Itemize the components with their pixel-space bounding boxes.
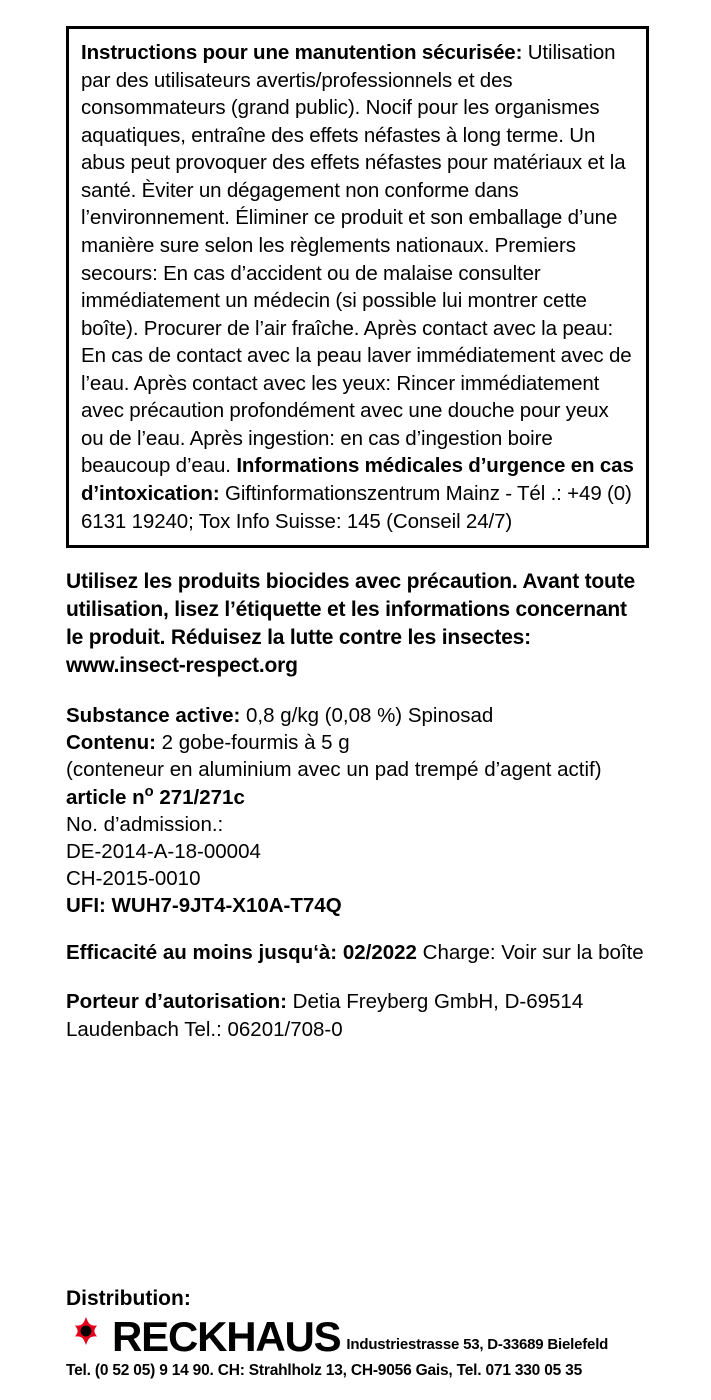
safety-heading-2: Informations médicales d’urgence en cas d’intoxication: bbox=[81, 454, 634, 505]
authorization-company: Detia Freyberg GmbH, bbox=[292, 990, 499, 1014]
batch-row: Charge: Voir sur la boîte bbox=[422, 941, 644, 965]
safety-instructions-box bbox=[66, 26, 649, 548]
brand-name: RECKHAUS bbox=[112, 1313, 341, 1361]
distribution-brand-row bbox=[66, 1313, 657, 1361]
biocide-notice: Utilisez les produits biocides avec précaution. Avant toute utilisation, lisez l’étiquette et les informations concernant le produit. Réduisez la lutte contre les insectes: www.insect-respect.org bbox=[66, 570, 635, 677]
safety-body-1: Utilisation par des utilisateurs avertis/professionnels et des consommateurs (grand public). Nocif pour les organismes aquatiques, entraîne des effets néfastes à long terme. Un abus peut provoquer des effets néfastes pour matériaux et la santé. Èviter un dégagement non conforme dans l’environnement. Éliminer ce produit et son emballage d’une manière sure selon les règlements nationaux. Premiers secours: En cas d’accident ou de malaise consulter immédiatement un médecin (si possible lui montrer cette boîte). Procurer de l’air fraîche. Après contact avec la peau: En cas de contact avec la peau laver immédiatement avec de l’eau. Après contact avec les yeux: Rincer immédiatement avec précaution profondément avec une douche pour yeux ou de l’eau. Après ingestion: en cas d’ingestion boire beaucoup d’eau. bbox=[81, 41, 632, 478]
authorization-phone: Tel.: 06201/708-0 bbox=[184, 1017, 343, 1041]
efficacy-label: Efficacité au moins jusqu‘à: bbox=[66, 941, 338, 965]
active-substance-value: 0,8 g/kg (0,08 %) Spinosad bbox=[240, 703, 494, 727]
efficacy-row bbox=[66, 941, 417, 964]
content-value: 2 gobe-fourmis à 5 g bbox=[155, 730, 350, 754]
content-note: (conteneur en aluminium avec un pad trempé d’agent actif) bbox=[66, 757, 602, 781]
efficacy-block bbox=[66, 939, 649, 966]
efficacy-value: 02/2022 bbox=[337, 941, 417, 965]
brand-address: Industriestrasse 53, D-33689 Bielefeld bbox=[346, 1335, 609, 1353]
distribution-block bbox=[66, 1287, 657, 1380]
admission-label: No. d’admission.: bbox=[66, 812, 224, 836]
admission-number-de: DE-2014-A-18-00004 bbox=[66, 839, 261, 863]
ufi-code: UFI: WUH7-9JT4-X10A-T74Q bbox=[66, 893, 342, 917]
admission-number-ch: CH-2015-0010 bbox=[66, 866, 201, 890]
reckhaus-logo-icon bbox=[66, 1315, 106, 1355]
authorization-address: D-69514 Laudenbach bbox=[66, 990, 584, 1041]
article-number-superscript: o bbox=[144, 783, 154, 800]
article-number-value: 271/271c bbox=[153, 785, 245, 809]
safety-heading: Instructions pour une manutention sécurisée: bbox=[81, 41, 523, 64]
safety-body-2: Giftinformationszentrum Mainz - Tél .: +49 (0) 6131 19240; Tox Info Suisse: 145 (Conseil 24/7) bbox=[81, 482, 632, 533]
distribution-title: Distribution: bbox=[66, 1287, 191, 1311]
authorization-holder-title: Porteur d’autorisation: bbox=[66, 990, 287, 1014]
active-substance-row bbox=[66, 702, 649, 729]
active-substance-label: Substance active: bbox=[66, 703, 241, 727]
article-number-row bbox=[66, 783, 649, 811]
content-row bbox=[66, 729, 649, 756]
content-label: Contenu: bbox=[66, 730, 156, 754]
safety-instructions-text bbox=[81, 39, 634, 535]
distribution-contact: Tel. (0 52 05) 9 14 90. CH: Strahlholz 13, CH-9056 Gais, Tel. 071 330 05 35 bbox=[66, 1362, 582, 1380]
authorization-holder-block bbox=[66, 988, 649, 1043]
article-number-label: article n bbox=[66, 785, 145, 809]
product-details bbox=[66, 702, 649, 919]
